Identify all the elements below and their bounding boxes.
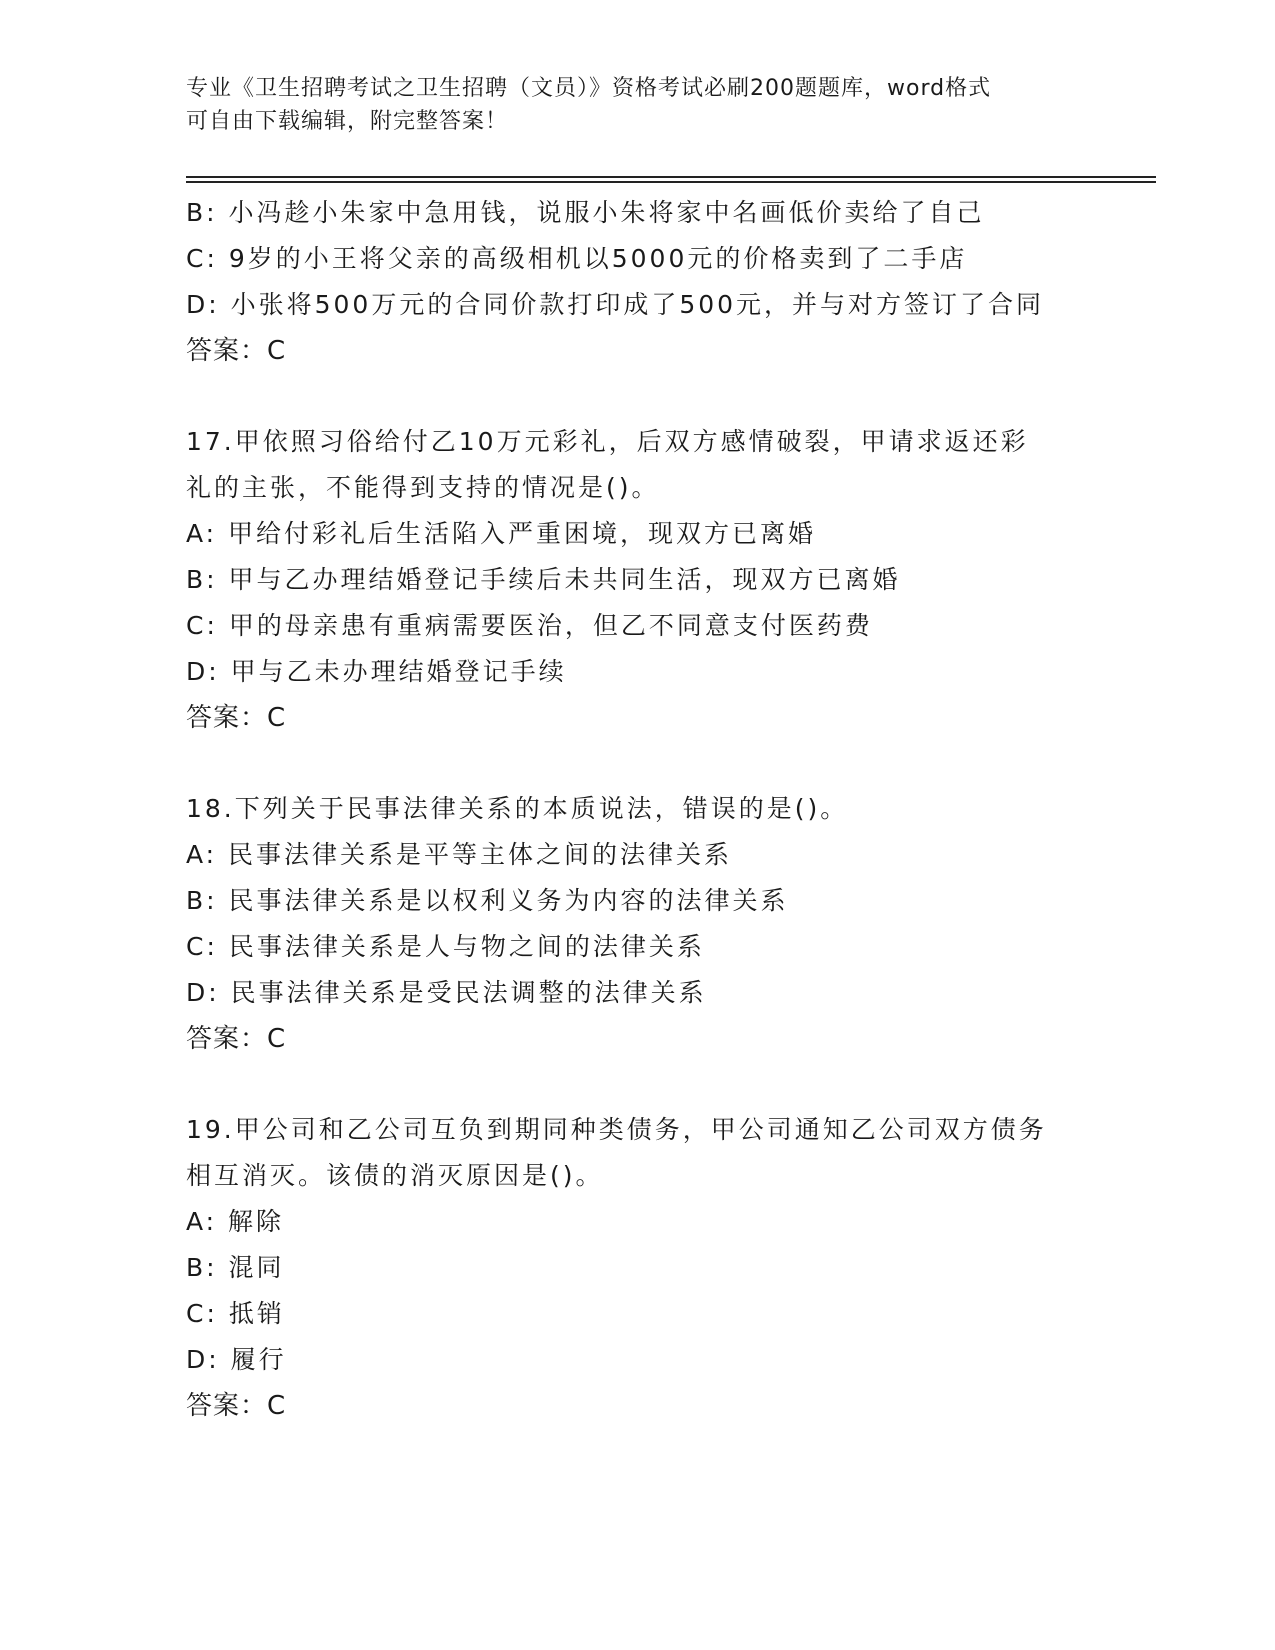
option-a: A: 民事法律关系是平等主体之间的法律关系 (186, 840, 733, 869)
option-d: D: 履行 (186, 1345, 287, 1374)
option-c: C: 抵销 (186, 1299, 285, 1328)
header-divider-top (186, 176, 1156, 178)
header-line-1: 专业《卫生招聘考试之卫生招聘（文员）》资格考试必刷200题题库，word格式 (186, 76, 992, 101)
answer-line: 答案：C (186, 336, 287, 366)
option-a: A: 解除 (186, 1207, 285, 1236)
question-block-17 (186, 419, 1086, 741)
option-c: C: 民事法律关系是人与物之间的法律关系 (186, 932, 705, 961)
document-header (186, 72, 1086, 138)
option-d: D: 小张将500万元的合同价款打印成了500元，并与对方签订了合同 (186, 290, 1045, 319)
question-stem-line: 19.甲公司和乙公司互负到期同种类债务，甲公司通知乙公司双方债务 (186, 1115, 1047, 1144)
option-b: B: 甲与乙办理结婚登记手续后未共同生活，现双方已离婚 (186, 565, 901, 594)
answer-line: 答案：C (186, 703, 287, 733)
header-line-2: 可自由下载编辑，附完整答案！ (186, 109, 509, 134)
option-c: C: 甲的母亲患有重病需要医治，但乙不同意支付医药费 (186, 611, 873, 640)
question-stem-line: 相互消灭。该债的消灭原因是()。 (186, 1161, 604, 1190)
option-b: B: 民事法律关系是以权利义务为内容的法律关系 (186, 886, 789, 915)
option-b: B: 混同 (186, 1253, 285, 1282)
question-stem-line: 17.甲依照习俗给付乙10万元彩礼，后双方感情破裂，甲请求返还彩 (186, 427, 1029, 456)
option-b: B: 小冯趁小朱家中急用钱，说服小朱将家中名画低价卖给了自己 (186, 198, 985, 227)
question-stem-line: 礼的主张，不能得到支持的情况是()。 (186, 473, 660, 502)
question-block-partial (186, 190, 1086, 374)
option-d: D: 甲与乙未办理结婚登记手续 (186, 657, 567, 686)
option-a: A: 甲给付彩礼后生活陷入严重困境，现双方已离婚 (186, 519, 817, 548)
question-block-19 (186, 1107, 1086, 1429)
question-stem-line: 18.下列关于民事法律关系的本质说法，错误的是()。 (186, 794, 849, 823)
header-divider-bottom (186, 181, 1156, 183)
question-list (186, 190, 1086, 1429)
question-block-18 (186, 786, 1086, 1062)
option-d: D: 民事法律关系是受民法调整的法律关系 (186, 978, 707, 1007)
answer-line: 答案：C (186, 1391, 287, 1421)
answer-line: 答案：C (186, 1024, 287, 1054)
option-c: C: 9岁的小王将父亲的高级相机以5000元的价格卖到了二手店 (186, 244, 968, 273)
